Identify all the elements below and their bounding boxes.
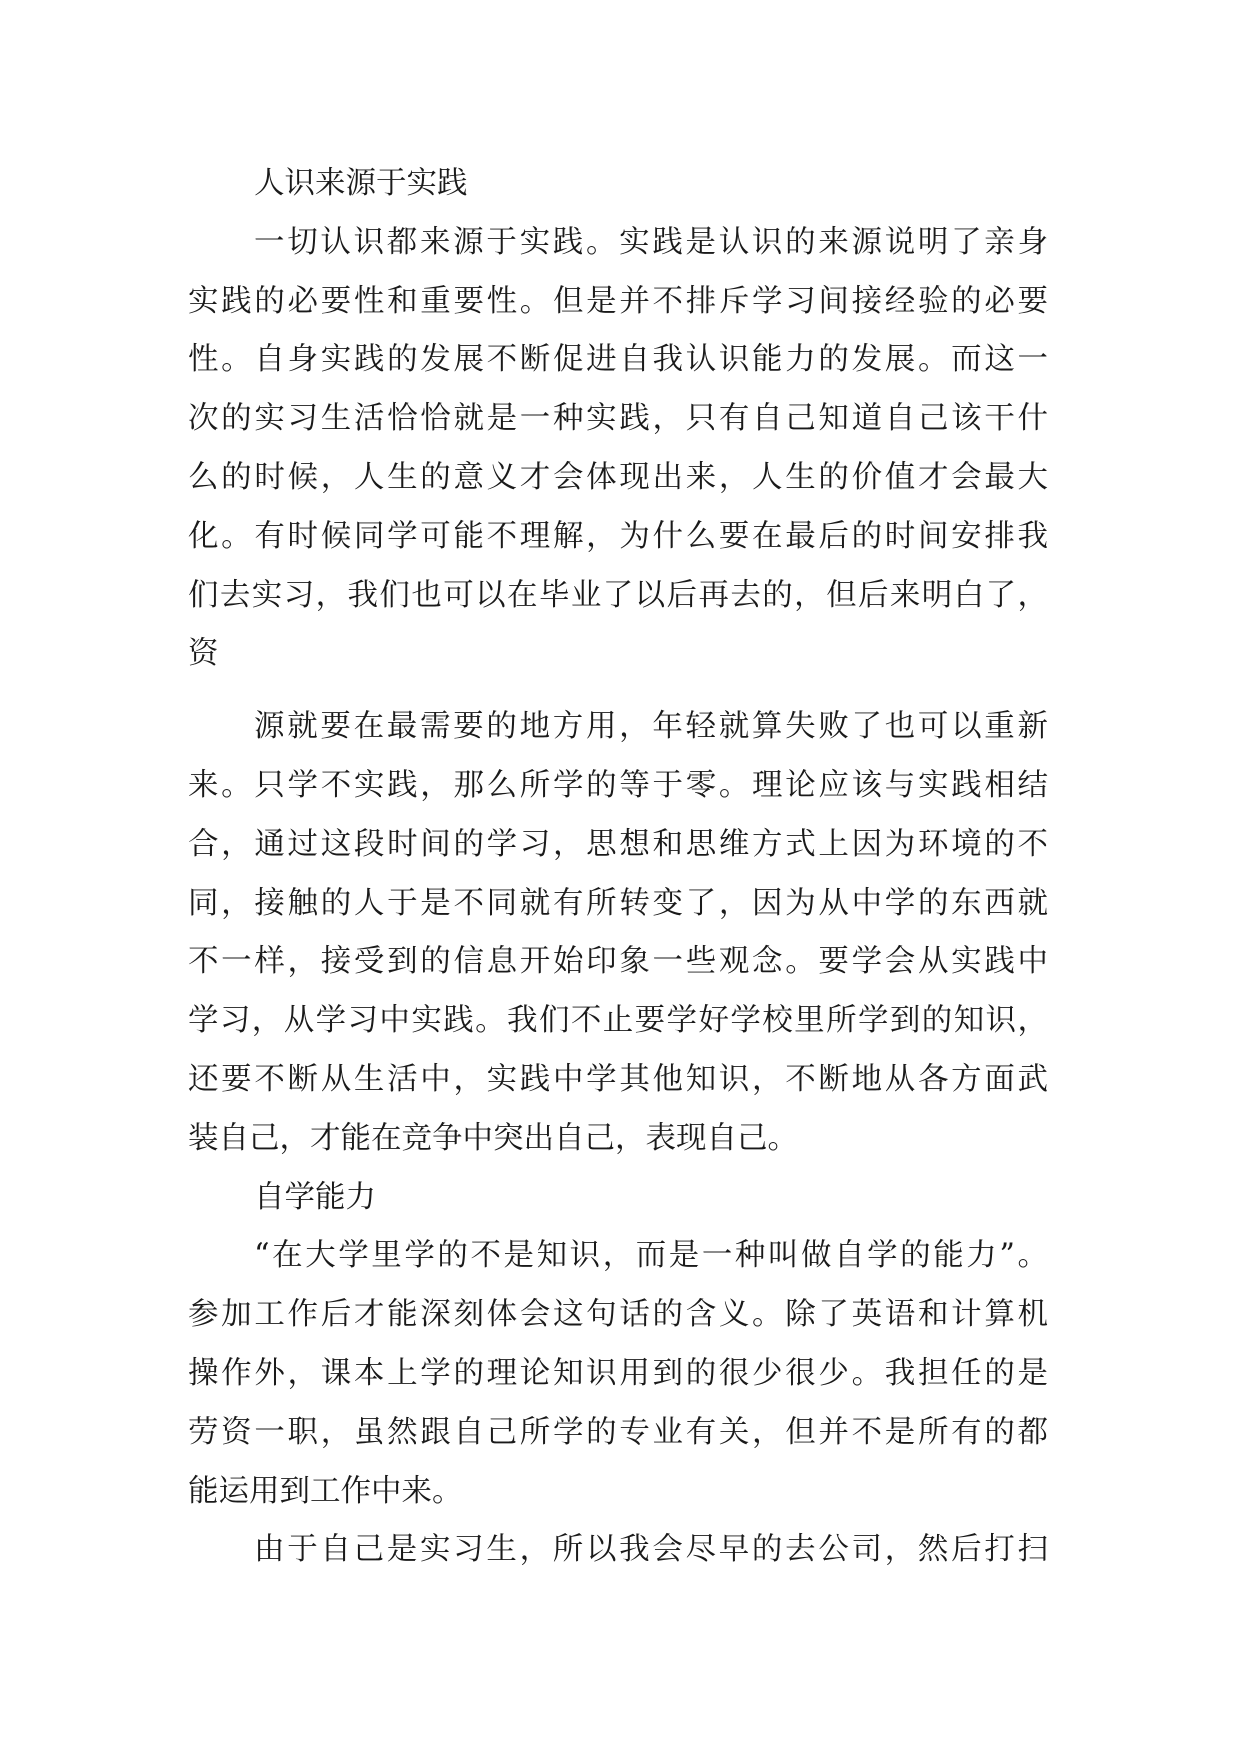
- text-line: 不一样，接受到的信息开始印象一些观念。要学会从实践中: [188, 944, 1048, 980]
- text-line: 同，接触的人于是不同就有所转变了，因为从中学的东西就: [188, 885, 1048, 921]
- text-line: 参加工作后才能深刻体会这句话的含义。除了英语和计算机: [188, 1297, 1048, 1333]
- text-line: 合，通过这段时间的学习，思想和思维方式上因为环境的不: [188, 826, 1048, 862]
- text-line: 么的时候，人生的意义才会体现出来，人生的价值才会最大: [188, 459, 1048, 495]
- text-line: 能运用到工作中来。: [188, 1473, 463, 1509]
- heading-practice: 人识来源于实践: [254, 166, 468, 201]
- text-line: “在大学里学的不是知识，而是一种叫做自学的能力”。: [254, 1238, 1048, 1274]
- text-line: 学习，从学习中实践。我们不止要学好学校里所学到的知识，: [188, 1003, 1048, 1039]
- document-body: [188, 155, 1048, 1580]
- text-line: 源就要在最需要的地方用，年轻就算失败了也可以重新: [254, 709, 1048, 745]
- text-line: 操作外，课本上学的理论知识用到的很少很少。我担任的是: [188, 1355, 1048, 1391]
- text-line: 化。有时候同学可能不理解，为什么要在最后的时间安排我: [188, 518, 1048, 554]
- text-line: 性。自身实践的发展不断促进自我认识能力的发展。而这一: [188, 342, 1048, 378]
- text-line: 次的实习生活恰恰就是一种实践，只有自己知道自己该干什: [188, 401, 1048, 437]
- text-line: 们去实习，我们也可以在毕业了以后再去的，但后来明白了，: [188, 577, 1048, 613]
- text-line: 资: [188, 636, 219, 672]
- heading-self-study: 自学能力: [254, 1179, 376, 1215]
- text-line: 来。只学不实践，那么所学的等于零。理论应该与实践相结: [188, 767, 1048, 803]
- text-line: 由于自己是实习生，所以我会尽早的去公司，然后打扫: [254, 1532, 1048, 1568]
- text-line: 实践的必要性和重要性。但是并不排斥学习间接经验的必要: [188, 283, 1048, 319]
- text-line: 一切认识都来源于实践。实践是认识的来源说明了亲身: [254, 224, 1048, 260]
- text-line: 装自己，才能在竞争中突出自己，表现自己。: [188, 1120, 798, 1156]
- text-line: 劳资一职，虽然跟自己所学的专业有关，但并不是所有的都: [188, 1414, 1048, 1450]
- paragraph-gap: [188, 684, 1048, 698]
- text-line: 还要不断从生活中，实践中学其他知识，不断地从各方面武: [188, 1061, 1048, 1097]
